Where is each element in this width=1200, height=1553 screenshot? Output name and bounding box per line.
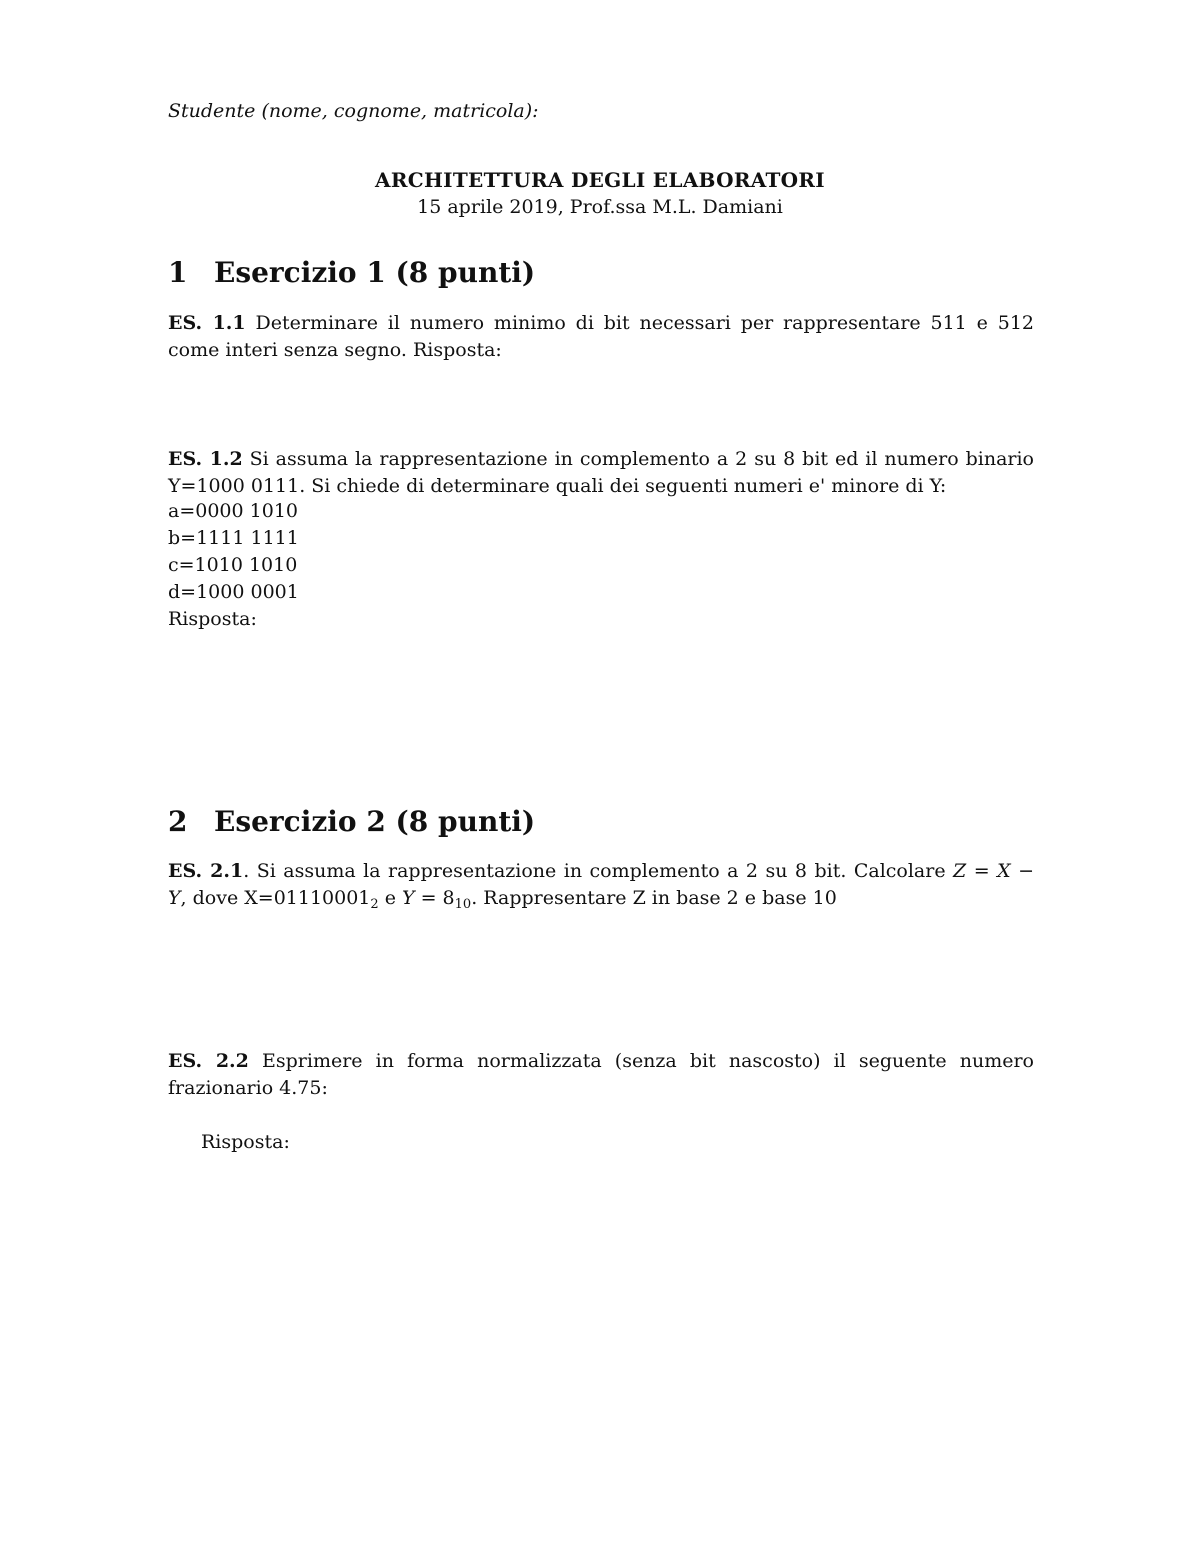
exercise-1-1-text: Determinare il numero minimo di bit necessari per rappresentare 511 e 512 come interi senza segno. Risposta: <box>168 312 1035 361</box>
exercise-2-1-text-d: = 8 <box>414 887 455 909</box>
subscript-base-2: 2 <box>370 897 379 912</box>
exercise-2-1-text-b: , dove X=01110001 <box>180 887 371 909</box>
exercise-1-2 <box>168 446 1034 500</box>
exercise-2-1-text-c: e <box>378 887 403 909</box>
student-label: Studente (nome, cognome, matricola): <box>168 100 539 122</box>
option-b: b=1111 1111 <box>168 527 299 549</box>
section-1-heading <box>168 256 535 289</box>
section-2-title: Esercizio 2 (8 punti) <box>214 805 536 838</box>
option-a: a=0000 1010 <box>168 500 298 522</box>
exercise-2-1 <box>168 858 1034 912</box>
section-2-number: 2 <box>168 805 188 838</box>
section-1-number: 1 <box>168 256 188 289</box>
section-1-title: Esercizio 1 (8 punti) <box>214 256 536 289</box>
exercise-2-1-text-a: . Si assuma la rappresentazione in complemento a 2 su 8 bit. Calcolare <box>243 860 954 882</box>
exercise-1-1 <box>168 310 1034 364</box>
option-c: c=1010 1010 <box>168 554 298 576</box>
document-title: ARCHITETTURA DEGLI ELABORATORI <box>375 168 825 192</box>
exercise-2-2 <box>168 1048 1034 1102</box>
subscript-base-10: 10 <box>454 897 472 912</box>
exercise-1-2-label: ES. 1.2 <box>168 448 243 470</box>
document-subtitle: 15 aprile 2019, Prof.ssa M.L. Damiani <box>417 196 783 218</box>
exercise-2-2-label: ES. 2.2 <box>168 1050 249 1072</box>
exercise-2-2-text: Esprimere in forma normalizzata (senza bit nascosto) il seguente numero frazionario 4.75: <box>168 1050 1034 1099</box>
exercise-1-2-answer-label: Risposta: <box>168 608 257 630</box>
formula-z: Z = X − Y <box>168 860 1034 909</box>
exercise-2-1-label: ES. 2.1 <box>168 860 244 882</box>
option-d: d=1000 0001 <box>168 581 299 603</box>
formula-y: Y <box>402 887 415 909</box>
exercise-1-2-text: Si assuma la rappresentazione in complemento a 2 su 8 bit ed il numero binario Y=1000 0111. Si chiede di determinare quali dei seguenti numeri e' minore di Y: <box>168 448 1034 497</box>
section-2-heading <box>168 805 535 838</box>
exercise-2-2-answer-label: Risposta: <box>201 1131 290 1153</box>
exercise-2-1-text-e: . Rappresentare Z in base 2 e base 10 <box>471 887 837 909</box>
exercise-1-1-label: ES. 1.1 <box>168 312 246 334</box>
